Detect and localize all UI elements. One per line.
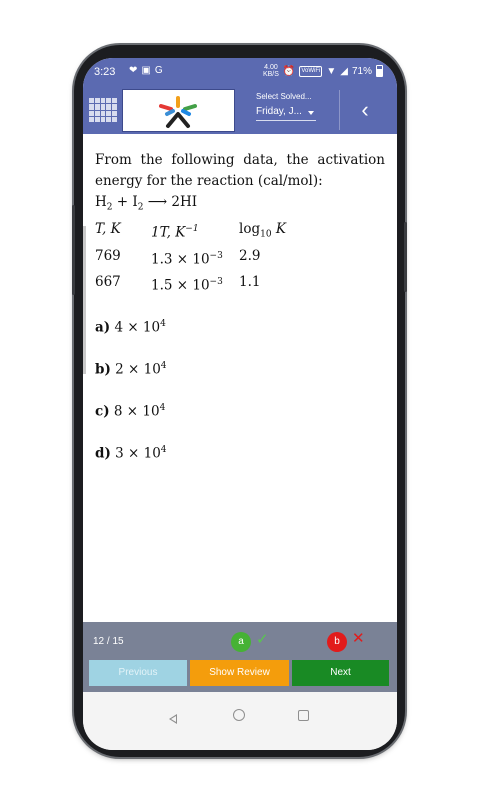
dropdown-caret-icon[interactable]: [308, 111, 314, 115]
google-icon: G: [154, 65, 163, 76]
reactant-i: + I: [112, 194, 138, 210]
col-log-base: log: [239, 220, 261, 237]
quiz-bottom-bar: [83, 622, 397, 692]
net-speed-value: 4.00: [264, 64, 278, 71]
data-table-header: [95, 218, 385, 246]
question: [95, 150, 385, 482]
option-a-base: 4 × 10: [114, 319, 161, 336]
row1-t: 769: [95, 248, 121, 265]
logo-icon: [123, 90, 234, 131]
date-dropdown[interactable]: Friday, J...: [256, 106, 316, 121]
table-row: [95, 245, 385, 271]
question-text: From the following data, the activation energy for the reaction (cal/mol):: [95, 152, 385, 189]
table-row: [95, 271, 385, 297]
option-b-exp: 4: [160, 361, 167, 372]
reactant-i-sub: 2: [137, 202, 144, 213]
signal-icon: ◢: [340, 65, 348, 77]
row1-inv: [151, 245, 239, 271]
reactant-h: H: [95, 194, 107, 210]
option-d-exp: 4: [160, 445, 167, 456]
alarm-icon: ⏰: [282, 65, 296, 77]
question-area: [83, 134, 397, 622]
col-inverse-temperature: [151, 218, 239, 246]
status-time: 3:23: [94, 66, 116, 78]
battery-icon: [376, 65, 383, 77]
row2-inv-base: 1.5 × 10: [151, 277, 210, 294]
next-button[interactable]: Next: [292, 660, 389, 686]
phone-screen: [83, 58, 397, 750]
option-b[interactable]: [95, 356, 385, 398]
row2-log: 1.1: [239, 273, 261, 290]
option-b-base: 2 × 10: [115, 361, 161, 378]
question-counter: 12 / 15: [93, 636, 124, 647]
correct-answer-badge: a: [231, 632, 251, 652]
option-a-exp: 4: [160, 319, 166, 330]
product: ⟶ 2HI: [143, 194, 198, 210]
notification-icons: [129, 65, 163, 77]
col-log-k: [239, 218, 339, 246]
option-d[interactable]: [95, 440, 385, 482]
selected-answer-badge: b: [327, 632, 347, 652]
option-c-label: c): [95, 403, 110, 420]
row1-inv-exp: −3: [209, 251, 223, 262]
cross-icon: ✕: [352, 630, 365, 647]
col-log-var: K: [271, 220, 286, 237]
vowifi-badge: VoWiFi: [299, 66, 322, 77]
reactant-h-sub: 2: [106, 202, 113, 213]
row2-inv-exp: −3: [209, 276, 223, 287]
col-inverse-base: 1T, K: [151, 224, 186, 241]
system-nav-bar: [83, 692, 397, 750]
row1-inv-base: 1.3 × 10: [151, 251, 210, 268]
option-a[interactable]: [95, 314, 385, 356]
previous-button[interactable]: Previous: [89, 660, 187, 686]
grid-menu-icon[interactable]: [89, 98, 117, 122]
option-c-base: 8 × 10: [113, 403, 160, 420]
col-inverse-sup: −1: [185, 223, 199, 234]
status-right: [263, 64, 383, 78]
option-c-exp: 4: [159, 403, 166, 414]
net-speed-unit: KB/S: [262, 71, 279, 78]
scroll-indicator: [83, 226, 86, 374]
power-button: [404, 222, 407, 292]
option-a-label: a): [95, 319, 111, 336]
row2-t: 667: [95, 273, 121, 290]
reaction-equation: [95, 192, 385, 218]
row1-log: 2.9: [239, 248, 261, 265]
header-divider: [339, 90, 340, 130]
option-b-label: b): [95, 361, 111, 378]
gallery-icon: ▣: [141, 65, 151, 76]
chevron-left-icon[interactable]: ‹: [361, 97, 369, 122]
col-log-sub: 10: [260, 229, 272, 240]
option-d-label: d): [95, 445, 111, 462]
side-button: [72, 205, 75, 295]
option-c[interactable]: [95, 398, 385, 440]
nav-back-icon[interactable]: [169, 714, 177, 724]
battery-percent: 71%: [351, 65, 372, 77]
check-icon: ✓: [256, 631, 269, 648]
options-list: [95, 314, 385, 482]
app-logo: [122, 89, 235, 132]
row2-inv: [151, 271, 239, 297]
wifi-icon: ▼: [326, 65, 337, 77]
heart-chat-icon: ❤: [129, 65, 138, 76]
status-bar: [83, 58, 397, 86]
show-review-button[interactable]: Show Review: [190, 660, 289, 686]
nav-recents-icon[interactable]: [298, 710, 309, 721]
app-header: [83, 86, 397, 134]
select-solved-label: Select Solved...: [256, 92, 312, 101]
col-temperature: T, K: [95, 220, 121, 237]
net-speed: [263, 64, 279, 78]
option-d-base: 3 × 10: [115, 445, 161, 462]
nav-home-icon[interactable]: [233, 709, 245, 721]
